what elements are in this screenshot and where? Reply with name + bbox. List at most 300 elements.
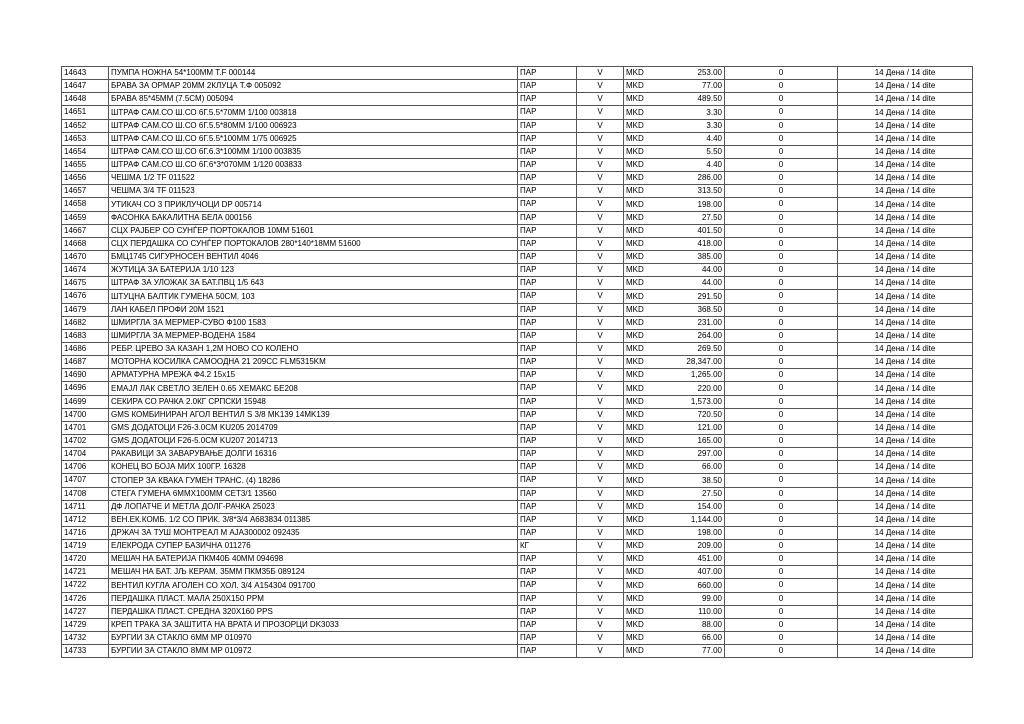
item-currency: MKD (624, 172, 649, 185)
item-delivery-term: 14 Дена / 14 dite (838, 474, 973, 487)
item-delivery-term: 14 Дена / 14 dite (838, 500, 973, 513)
item-currency: MKD (624, 185, 649, 198)
item-price: 385.00 (648, 250, 725, 263)
item-quantity: 0 (725, 408, 838, 421)
table-row (62, 224, 973, 237)
item-code: 14656 (62, 172, 109, 185)
item-name: ДРЖАЧ ЗА ТУШ МОНТРЕАЛ М AJA300002 092435 (109, 526, 518, 539)
item-unit: ПАР (518, 553, 577, 566)
item-unit: ПАР (518, 185, 577, 198)
item-code: 14721 (62, 566, 109, 579)
table-row (62, 605, 973, 618)
item-code: 14652 (62, 119, 109, 132)
item-delivery-term: 14 Дена / 14 dite (838, 93, 973, 106)
table-row (62, 264, 973, 277)
item-unit: ПАР (518, 264, 577, 277)
item-v-mark: V (577, 224, 624, 237)
item-name: ВЕН.ЕК.КОМБ. 1/2 СО ПРИК. 3/8*3/4 A683834 011385 (109, 513, 518, 526)
item-price: 451.00 (648, 553, 725, 566)
item-code: 14667 (62, 224, 109, 237)
item-delivery-term: 14 Дена / 14 dite (838, 80, 973, 93)
item-code: 14655 (62, 158, 109, 171)
item-v-mark: V (577, 421, 624, 434)
table-row (62, 316, 973, 329)
item-quantity: 0 (725, 553, 838, 566)
table-row (62, 461, 973, 474)
item-quantity: 0 (725, 158, 838, 171)
item-code: 14687 (62, 356, 109, 369)
item-delivery-term: 14 Дена / 14 dite (838, 237, 973, 250)
item-code: 14651 (62, 106, 109, 119)
item-code: 14726 (62, 592, 109, 605)
item-v-mark: V (577, 67, 624, 80)
item-v-mark: V (577, 645, 624, 658)
item-price: 368.50 (648, 303, 725, 316)
item-currency: MKD (624, 342, 649, 355)
item-delivery-term: 14 Дена / 14 dite (838, 132, 973, 145)
item-v-mark: V (577, 237, 624, 250)
item-price: 297.00 (648, 448, 725, 461)
table-row (62, 592, 973, 605)
item-v-mark: V (577, 408, 624, 421)
item-v-mark: V (577, 145, 624, 158)
item-delivery-term: 14 Дена / 14 dite (838, 605, 973, 618)
item-delivery-term: 14 Дена / 14 dite (838, 119, 973, 132)
price-list-body (62, 67, 973, 658)
item-unit: ПАР (518, 172, 577, 185)
item-name: ШТРАФ ЗА УЛОЖАК ЗА БАТ.ПВЦ 1/5 643 (109, 277, 518, 290)
item-delivery-term: 14 Дена / 14 dite (838, 356, 973, 369)
item-currency: MKD (624, 553, 649, 566)
item-v-mark: V (577, 80, 624, 93)
item-price: 38.50 (648, 474, 725, 487)
item-quantity: 0 (725, 526, 838, 539)
item-price: 198.00 (648, 198, 725, 211)
item-v-mark: V (577, 329, 624, 342)
table-row (62, 67, 973, 80)
item-currency: MKD (624, 566, 649, 579)
item-quantity: 0 (725, 540, 838, 553)
item-code: 14690 (62, 369, 109, 382)
item-unit: ПАР (518, 500, 577, 513)
item-quantity: 0 (725, 421, 838, 434)
item-name: АРМАТУРНА МРЕЖА Ф4.2 15x15 (109, 369, 518, 382)
item-unit: ПАР (518, 461, 577, 474)
item-currency: MKD (624, 198, 649, 211)
table-row (62, 487, 973, 500)
item-delivery-term: 14 Дена / 14 dite (838, 448, 973, 461)
item-delivery-term: 14 Дена / 14 dite (838, 290, 973, 303)
item-delivery-term: 14 Дена / 14 dite (838, 250, 973, 263)
item-delivery-term: 14 Дена / 14 dite (838, 540, 973, 553)
item-code: 14733 (62, 645, 109, 658)
table-row (62, 237, 973, 250)
item-name: ЖУТИЦА ЗА БАТЕРИЈА 1/10 123 (109, 264, 518, 277)
item-currency: MKD (624, 119, 649, 132)
item-currency: MKD (624, 211, 649, 224)
table-row (62, 356, 973, 369)
item-price: 291.50 (648, 290, 725, 303)
item-code: 14675 (62, 277, 109, 290)
item-v-mark: V (577, 250, 624, 263)
item-quantity: 0 (725, 448, 838, 461)
item-delivery-term: 14 Дена / 14 dite (838, 408, 973, 421)
item-v-mark: V (577, 434, 624, 447)
item-quantity: 0 (725, 224, 838, 237)
item-code: 14696 (62, 382, 109, 395)
item-v-mark: V (577, 93, 624, 106)
item-v-mark: V (577, 382, 624, 395)
item-code: 14701 (62, 421, 109, 434)
item-currency: MKD (624, 224, 649, 237)
item-quantity: 0 (725, 487, 838, 500)
item-code: 14732 (62, 632, 109, 645)
item-currency: MKD (624, 592, 649, 605)
item-quantity: 0 (725, 277, 838, 290)
table-row (62, 119, 973, 132)
item-delivery-term: 14 Дена / 14 dite (838, 526, 973, 539)
item-price: 253.00 (648, 67, 725, 80)
item-delivery-term: 14 Дена / 14 dite (838, 566, 973, 579)
item-delivery-term: 14 Дена / 14 dite (838, 106, 973, 119)
item-v-mark: V (577, 198, 624, 211)
table-row (62, 513, 973, 526)
item-name: ЕМАЈЛ ЛАК СВЕТЛО ЗЕЛЕН 0.65 ХЕМАКС БЕ208 (109, 382, 518, 395)
item-price: 231.00 (648, 316, 725, 329)
item-name: УТИКАЧ СО 3 ПРИКЛУЧОЦИ DP 005714 (109, 198, 518, 211)
item-v-mark: V (577, 579, 624, 592)
item-code: 14643 (62, 67, 109, 80)
item-unit: ПАР (518, 566, 577, 579)
item-code: 14654 (62, 145, 109, 158)
item-unit: ПАР (518, 67, 577, 80)
item-quantity: 0 (725, 145, 838, 158)
item-unit: ПАР (518, 513, 577, 526)
item-code: 14729 (62, 618, 109, 631)
table-row (62, 448, 973, 461)
item-unit: ПАР (518, 119, 577, 132)
item-v-mark: V (577, 513, 624, 526)
item-name: КРЕП ТРАКА ЗА ЗАШТИТА НА ВРАТА И ПРОЗОРЦИ DK3033 (109, 618, 518, 631)
item-price: 110.00 (648, 605, 725, 618)
item-price: 720.50 (648, 408, 725, 421)
item-code: 14720 (62, 553, 109, 566)
item-currency: MKD (624, 369, 649, 382)
item-currency: MKD (624, 237, 649, 250)
item-delivery-term: 14 Дена / 14 dite (838, 172, 973, 185)
item-price: 401.50 (648, 224, 725, 237)
table-row (62, 172, 973, 185)
item-name: БМЦ1745 СИГУРНОСЕН ВЕНТИЛ 4046 (109, 250, 518, 263)
table-row (62, 526, 973, 539)
item-price: 77.00 (648, 80, 725, 93)
item-name: ЛАН КАБЕЛ ПРОФИ 20М 1521 (109, 303, 518, 316)
item-price: 220.00 (648, 382, 725, 395)
item-quantity: 0 (725, 119, 838, 132)
item-v-mark: V (577, 132, 624, 145)
item-delivery-term: 14 Дена / 14 dite (838, 395, 973, 408)
table-row (62, 618, 973, 631)
item-unit: ПАР (518, 277, 577, 290)
item-unit: ПАР (518, 526, 577, 539)
item-name: СТЕГА ГУМЕНА 6ММХ100ММ СЕТ3/1 13560 (109, 487, 518, 500)
item-v-mark: V (577, 526, 624, 539)
item-price: 88.00 (648, 618, 725, 631)
item-name: СЕКИРА СО РАЧКА 2.0КГ СРПСКИ 15948 (109, 395, 518, 408)
item-name: ПЕРДАШКА ПЛАСТ. МАЛА 250X150 PPM (109, 592, 518, 605)
item-currency: MKD (624, 67, 649, 80)
item-quantity: 0 (725, 645, 838, 658)
item-code: 14699 (62, 395, 109, 408)
item-name: СЦХ ПЕРДАШКА СО СУНЃЕР ПОРТОКАЛОВ 280*140*18ММ 51600 (109, 237, 518, 250)
item-delivery-term: 14 Дена / 14 dite (838, 553, 973, 566)
item-quantity: 0 (725, 500, 838, 513)
item-name: ШТУЦНА БАЛТИК ГУМЕНА 50СМ. 103 (109, 290, 518, 303)
item-name: БУРГИИ ЗА СТАКЛО 8ММ MP 010972 (109, 645, 518, 658)
item-delivery-term: 14 Дена / 14 dite (838, 224, 973, 237)
item-unit: ПАР (518, 395, 577, 408)
table-row (62, 158, 973, 171)
item-code: 14704 (62, 448, 109, 461)
item-quantity: 0 (725, 382, 838, 395)
item-quantity: 0 (725, 592, 838, 605)
item-v-mark: V (577, 487, 624, 500)
item-delivery-term: 14 Дена / 14 dite (838, 342, 973, 355)
item-code: 14707 (62, 474, 109, 487)
item-name: GMS ДОДАТОЦИ F26-5.0CM KU207 2014713 (109, 434, 518, 447)
item-v-mark: V (577, 448, 624, 461)
item-quantity: 0 (725, 67, 838, 80)
table-row (62, 500, 973, 513)
item-name: МОТОРНА КОСИЛКА САМООДНА 21 209CC FLM5315KM (109, 356, 518, 369)
item-price: 165.00 (648, 434, 725, 447)
table-row (62, 145, 973, 158)
item-unit: ПАР (518, 290, 577, 303)
item-v-mark: V (577, 474, 624, 487)
item-name: ПУМПА НОЖНА 54*100ММ T.F 000144 (109, 67, 518, 80)
item-currency: MKD (624, 329, 649, 342)
item-name: ПЕРДАШКА ПЛАСТ. СРЕДНА 320X160 PPS (109, 605, 518, 618)
item-name: ЕЛЕКРОДА СУПЕР БАЗИЧНА 011276 (109, 540, 518, 553)
item-unit: ПАР (518, 93, 577, 106)
item-price: 489.50 (648, 93, 725, 106)
item-delivery-term: 14 Дена / 14 dite (838, 329, 973, 342)
item-currency: MKD (624, 605, 649, 618)
item-currency: MKD (624, 448, 649, 461)
item-price: 1,573.00 (648, 395, 725, 408)
item-unit: ПАР (518, 408, 577, 421)
item-code: 14719 (62, 540, 109, 553)
item-currency: MKD (624, 540, 649, 553)
item-quantity: 0 (725, 342, 838, 355)
item-delivery-term: 14 Дена / 14 dite (838, 277, 973, 290)
item-v-mark: V (577, 632, 624, 645)
item-unit: ПАР (518, 158, 577, 171)
item-name: ВЕНТИЛ КУГЛА АГОЛЕН СО ХОЛ. 3/4 A154304 091700 (109, 579, 518, 592)
item-delivery-term: 14 Дена / 14 dite (838, 592, 973, 605)
item-quantity: 0 (725, 434, 838, 447)
item-code: 14679 (62, 303, 109, 316)
item-unit: ПАР (518, 198, 577, 211)
item-price: 66.00 (648, 632, 725, 645)
item-unit: ПАР (518, 605, 577, 618)
item-name: БРАВА 85*45ММ (7.5CM) 005094 (109, 93, 518, 106)
item-v-mark: V (577, 316, 624, 329)
item-currency: MKD (624, 474, 649, 487)
item-price: 269.50 (648, 342, 725, 355)
item-quantity: 0 (725, 513, 838, 526)
item-code: 14658 (62, 198, 109, 211)
item-quantity: 0 (725, 566, 838, 579)
item-price: 1,144.00 (648, 513, 725, 526)
item-unit: ПАР (518, 132, 577, 145)
item-price: 660.00 (648, 579, 725, 592)
item-code: 14716 (62, 526, 109, 539)
item-quantity: 0 (725, 211, 838, 224)
item-currency: MKD (624, 645, 649, 658)
item-price: 407.00 (648, 566, 725, 579)
item-currency: MKD (624, 250, 649, 263)
item-name: ШТРАФ САМ.СО Ш.СО 6Г.5.5*70ММ 1/100 003818 (109, 106, 518, 119)
item-currency: MKD (624, 500, 649, 513)
item-v-mark: V (577, 395, 624, 408)
item-v-mark: V (577, 540, 624, 553)
item-unit: ПАР (518, 145, 577, 158)
item-name: ФАСОНКА БАКАЛИТНА БЕЛА 000156 (109, 211, 518, 224)
item-delivery-term: 14 Дена / 14 dite (838, 382, 973, 395)
item-unit: ПАР (518, 356, 577, 369)
item-v-mark: V (577, 605, 624, 618)
item-v-mark: V (577, 119, 624, 132)
item-v-mark: V (577, 592, 624, 605)
table-row (62, 93, 973, 106)
item-delivery-term: 14 Дена / 14 dite (838, 211, 973, 224)
item-currency: MKD (624, 303, 649, 316)
item-currency: MKD (624, 106, 649, 119)
item-currency: MKD (624, 382, 649, 395)
item-delivery-term: 14 Дена / 14 dite (838, 513, 973, 526)
table-row (62, 80, 973, 93)
item-currency: MKD (624, 513, 649, 526)
table-row (62, 474, 973, 487)
item-unit: ПАР (518, 369, 577, 382)
item-quantity: 0 (725, 369, 838, 382)
item-unit: ПАР (518, 211, 577, 224)
item-quantity: 0 (725, 605, 838, 618)
item-v-mark: V (577, 553, 624, 566)
table-row (62, 632, 973, 645)
item-unit: ПАР (518, 382, 577, 395)
item-quantity: 0 (725, 93, 838, 106)
item-unit: ПАР (518, 421, 577, 434)
item-v-mark: V (577, 566, 624, 579)
item-name: ШТРАФ САМ.СО Ш.СО 6Г.6*3*070ММ 1/120 003833 (109, 158, 518, 171)
table-row (62, 198, 973, 211)
item-name: МЕШАЧ НА БАТ. ЈЉ КЕРАМ. 35ММ ПКМ35Б 089124 (109, 566, 518, 579)
item-code: 14711 (62, 500, 109, 513)
item-currency: MKD (624, 80, 649, 93)
item-quantity: 0 (725, 172, 838, 185)
item-code: 14682 (62, 316, 109, 329)
item-price: 286.00 (648, 172, 725, 185)
item-name: БРАВА ЗА ОРМАР 20ММ 2КЛУЦА T.Ф 005092 (109, 80, 518, 93)
item-quantity: 0 (725, 316, 838, 329)
item-unit: ПАР (518, 618, 577, 631)
table-row (62, 106, 973, 119)
item-code: 14674 (62, 264, 109, 277)
item-delivery-term: 14 Дена / 14 dite (838, 198, 973, 211)
item-price: 418.00 (648, 237, 725, 250)
item-quantity: 0 (725, 250, 838, 263)
table-row (62, 132, 973, 145)
item-quantity: 0 (725, 303, 838, 316)
table-row (62, 540, 973, 553)
item-delivery-term: 14 Дена / 14 dite (838, 185, 973, 198)
item-name: ШМИРГЛА ЗА МЕРМЕР-СУВО Ф100 1583 (109, 316, 518, 329)
item-currency: MKD (624, 145, 649, 158)
item-v-mark: V (577, 185, 624, 198)
item-price: 3.30 (648, 106, 725, 119)
item-quantity: 0 (725, 632, 838, 645)
item-quantity: 0 (725, 329, 838, 342)
table-row (62, 329, 973, 342)
item-v-mark: V (577, 290, 624, 303)
item-v-mark: V (577, 172, 624, 185)
item-delivery-term: 14 Дена / 14 dite (838, 145, 973, 158)
item-currency: MKD (624, 526, 649, 539)
item-name: ШТРАФ САМ.СО Ш.СО 6Г.5.5*80ММ 1/100 006923 (109, 119, 518, 132)
item-currency: MKD (624, 93, 649, 106)
item-currency: MKD (624, 421, 649, 434)
item-code: 14702 (62, 434, 109, 447)
item-quantity: 0 (725, 461, 838, 474)
item-quantity: 0 (725, 356, 838, 369)
item-price: 264.00 (648, 329, 725, 342)
item-quantity: 0 (725, 290, 838, 303)
item-code: 14657 (62, 185, 109, 198)
table-row (62, 369, 973, 382)
item-currency: MKD (624, 487, 649, 500)
item-price: 28,347.00 (648, 356, 725, 369)
item-name: РЕБР. ЦРЕВО ЗА КАЗАН 1,2М НОВО СО КОЛЕНО (109, 342, 518, 355)
item-quantity: 0 (725, 198, 838, 211)
item-unit: ПАР (518, 237, 577, 250)
table-row (62, 303, 973, 316)
item-v-mark: V (577, 106, 624, 119)
item-price: 3.30 (648, 119, 725, 132)
item-code: 14708 (62, 487, 109, 500)
table-row (62, 645, 973, 658)
item-unit: ПАР (518, 342, 577, 355)
item-unit: ПАР (518, 303, 577, 316)
item-unit: ПАР (518, 487, 577, 500)
item-v-mark: V (577, 264, 624, 277)
item-name: ЧЕШМА 3/4 TF 011523 (109, 185, 518, 198)
table-row (62, 211, 973, 224)
item-price: 27.50 (648, 487, 725, 500)
item-delivery-term: 14 Дена / 14 dite (838, 487, 973, 500)
table-row (62, 566, 973, 579)
item-delivery-term: 14 Дена / 14 dite (838, 264, 973, 277)
item-unit: ПАР (518, 474, 577, 487)
item-price: 44.00 (648, 264, 725, 277)
item-v-mark: V (577, 500, 624, 513)
item-code: 14727 (62, 605, 109, 618)
item-code: 14712 (62, 513, 109, 526)
item-delivery-term: 14 Дена / 14 dite (838, 316, 973, 329)
item-delivery-term: 14 Дена / 14 dite (838, 421, 973, 434)
item-v-mark: V (577, 277, 624, 290)
